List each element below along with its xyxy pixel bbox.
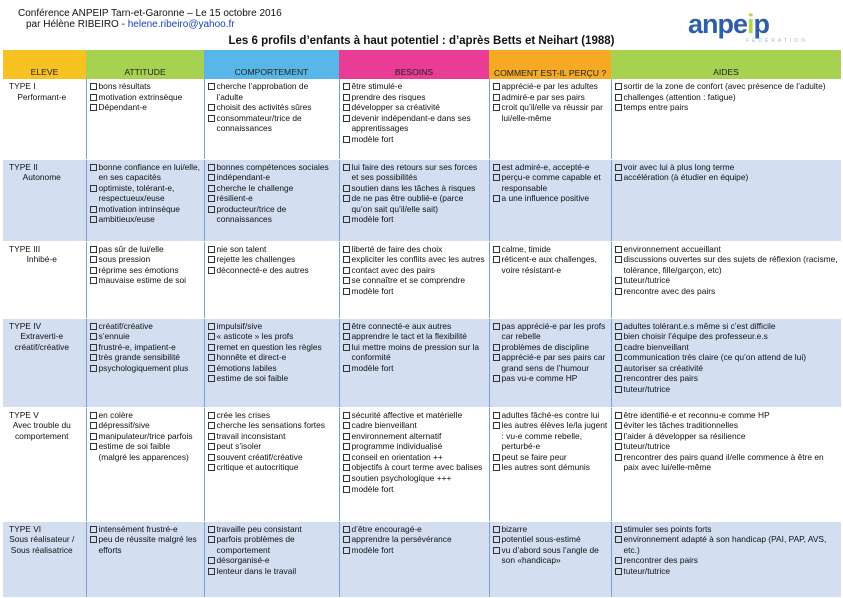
list-item: motivation intrinsèque (90, 204, 201, 215)
list-item: producteur/trice de connaissances (208, 204, 336, 225)
list-item: lui faire des retours sur ses forces et ses possibilités (343, 162, 486, 183)
list-item: bons résultats (90, 81, 201, 92)
besoins-list (343, 244, 486, 297)
list-item: être connecté-e aux autres (343, 321, 486, 332)
besoins-cell (339, 241, 489, 318)
profile-type: TYPE III (9, 243, 41, 254)
list-item: cherche les sensations fortes (208, 420, 336, 431)
eleve-cell (3, 318, 86, 407)
list-item: conseil en orientation ++ (343, 452, 486, 463)
besoins-list (343, 321, 486, 374)
list-item: stimuler ses points forts (615, 524, 839, 535)
list-item: bien choisir l’équipe des professeur.e.s (615, 331, 839, 342)
list-item: vu d’abord sous l’angle de son «handicap» (493, 545, 608, 566)
list-item: modèle fort (343, 134, 486, 145)
list-item: être identifié-e et reconnu-e comme HP (615, 410, 839, 421)
attitude-list (90, 410, 201, 463)
list-item: bonne confiance en lui/elle, en ses capacités (90, 162, 201, 183)
list-item: les autres sont démunis (493, 462, 608, 473)
percu-list (493, 524, 608, 566)
list-item: objectifs à court terme avec balises (343, 462, 486, 473)
table-row (3, 79, 841, 159)
list-item: cherche l’approbation de l’adulte (208, 81, 336, 102)
besoins-cell (339, 521, 489, 597)
list-item: éviter les tâches traditionnelles (615, 420, 839, 431)
list-item: sécurité affective et matérielle (343, 410, 486, 421)
besoins-list (343, 410, 486, 495)
comportement-list (208, 162, 336, 226)
profile-type: TYPE IV (9, 320, 42, 331)
profile-name: Autonome (22, 172, 61, 183)
list-item: adultes tolérant.e.s même si c’est difficile (615, 321, 839, 332)
besoins-list (343, 162, 486, 226)
list-item: environnement alternatif (343, 431, 486, 442)
profile-type: TYPE V (9, 409, 39, 420)
aides-list (615, 410, 839, 474)
aides-cell (611, 407, 841, 521)
list-item: calme, timide (493, 244, 608, 255)
percu-cell (489, 407, 611, 521)
list-item: cadre bienveillant (343, 420, 486, 431)
attitude-list (90, 524, 201, 556)
attitude-cell (86, 241, 204, 318)
list-item: frustré-e, impatient-e (90, 342, 201, 353)
comportement-cell (204, 159, 339, 241)
list-item: indépendant-e (208, 172, 336, 183)
list-item: « asticote » les profs (208, 331, 336, 342)
list-item: contact avec des pairs (343, 265, 486, 276)
list-item: pas vu-e comme HP (493, 373, 608, 384)
profiles-table-body (3, 79, 841, 597)
list-item: crée les crises (208, 410, 336, 421)
conference-info (18, 8, 282, 30)
list-item: voir avec lui à plus long terme (615, 162, 839, 173)
eleve-cell (3, 79, 86, 159)
list-item: discussions ouvertes sur des sujets de réflexion (racisme, tolérance, fille/garçon, etc) (615, 254, 839, 275)
comportement-cell (204, 241, 339, 318)
attitude-list (90, 244, 201, 286)
list-item: environnement accueillant (615, 244, 839, 255)
list-item: bonnes compétences sociales (208, 162, 336, 173)
list-item: peu de réussite malgré les efforts (90, 534, 201, 555)
aides-list (615, 321, 839, 395)
profile-type: TYPE I (9, 81, 36, 91)
table-header-row (3, 50, 841, 79)
aides-list (615, 162, 839, 183)
table-row (3, 521, 841, 597)
list-item: réticent-e aux challenges, voire résistant-e (493, 254, 608, 275)
page-header (0, 0, 843, 50)
percu-list (493, 244, 608, 276)
list-item: manipulateur/trice parfois (90, 431, 201, 442)
list-item: tuteur/tutrice (615, 566, 839, 577)
list-item: accélération (à étudier en équipe) (615, 172, 839, 183)
eleve-cell (3, 407, 86, 521)
col-header-eleve: ELEVE (3, 50, 86, 79)
attitude-cell (86, 159, 204, 241)
profile-name: Sous réalisateur / Sous réalisatrice (9, 534, 75, 555)
percu-list (493, 321, 608, 385)
list-item: rencontre avec des pairs (615, 286, 839, 297)
list-item: déconnecté-e des autres (208, 265, 336, 276)
list-item: rejette les challenges (208, 254, 336, 265)
list-item: a une influence positive (493, 193, 608, 204)
list-item: parfois problèmes de comportement (208, 534, 336, 555)
col-header-percu: COMMENT EST-IL PERÇU ? (489, 50, 611, 79)
percu-list (493, 410, 608, 474)
list-item: liberté de faire des choix (343, 244, 486, 255)
list-item: expliciter les conflits avec les autres (343, 254, 486, 265)
list-item: apprendre la persévérance (343, 534, 486, 545)
attitude-list (90, 321, 201, 374)
aides-cell (611, 79, 841, 159)
author-name: par Hélène RIBEIRO - (26, 19, 128, 30)
attitude-list (90, 81, 201, 113)
aides-cell (611, 159, 841, 241)
eleve-cell (3, 241, 86, 318)
profile-type: TYPE II (9, 161, 38, 172)
author-line (18, 19, 282, 30)
list-item: sous pression (90, 254, 201, 265)
list-item: tuteur/tutrice (615, 275, 839, 286)
comportement-list (208, 244, 336, 276)
comportement-cell (204, 407, 339, 521)
list-item: environnement adapté à son handicap (PAI, PAP, AVS, etc.) (615, 534, 839, 555)
list-item: tuteur/tutrice (615, 384, 839, 395)
list-item: très grande sensibilité (90, 352, 201, 363)
aides-list (615, 244, 839, 297)
list-item: choisit des activités sûres (208, 102, 336, 113)
list-item: remet en question les règles (208, 342, 336, 353)
percu-cell (489, 79, 611, 159)
profile-name: Performant-e (17, 91, 67, 102)
list-item: optimiste, tolérant-e, respectueux/euse (90, 183, 201, 204)
attitude-cell (86, 79, 204, 159)
percu-cell (489, 521, 611, 597)
list-item: rencontrer des pairs (615, 373, 839, 384)
attitude-cell (86, 521, 204, 597)
list-item: émotions labiles (208, 363, 336, 374)
table-row (3, 159, 841, 241)
list-item: honnête et direct-e (208, 352, 336, 363)
besoins-list (343, 524, 486, 556)
col-header-comportement: COMPORTEMENT (204, 50, 339, 79)
list-item: ambitieux/euse (90, 214, 201, 225)
list-item: s’ennuie (90, 331, 201, 342)
list-item: cadre bienveillant (615, 342, 839, 353)
attitude-cell (86, 318, 204, 407)
besoins-cell (339, 159, 489, 241)
page-title: Les 6 profils d’enfants à haut potentiel : d’après Betts et Neihart (1988) (228, 35, 615, 47)
list-item: en colère (90, 410, 201, 421)
percu-cell (489, 159, 611, 241)
list-item: être stimulé-e (343, 81, 486, 92)
list-item: nie son talent (208, 244, 336, 255)
list-item: pas sûr de lui/elle (90, 244, 201, 255)
logo-wordmark: anpeip (688, 9, 770, 39)
list-item: travail inconsistant (208, 431, 336, 442)
list-item: soutien psychologique +++ (343, 473, 486, 484)
profile-name: Inhibé-e (26, 254, 57, 265)
list-item: désorganisé-e (208, 555, 336, 566)
table-row (3, 407, 841, 521)
profiles-table (3, 50, 841, 598)
profile-type: TYPE VI (9, 523, 42, 534)
list-item: intensément frustré-e (90, 524, 201, 535)
list-item: lenteur dans le travail (208, 566, 336, 577)
percu-list (493, 81, 608, 123)
percu-cell (489, 318, 611, 407)
list-item: modèle fort (343, 484, 486, 495)
list-item: bizarre (493, 524, 608, 535)
list-item: perçu-e comme capable et responsable (493, 172, 608, 193)
aides-list (615, 524, 839, 577)
comportement-list (208, 321, 336, 385)
list-item: peut se faire peur (493, 452, 608, 463)
besoins-list (343, 81, 486, 145)
list-item: croit qu’il/elle va réussir par lui/elle-même (493, 102, 608, 123)
comportement-list (208, 524, 336, 577)
list-item: cherche le challenge (208, 183, 336, 194)
list-item: communication très claire (ce qu’on attend de lui) (615, 352, 839, 363)
comportement-cell (204, 79, 339, 159)
besoins-cell (339, 79, 489, 159)
list-item: impulsif/sive (208, 321, 336, 332)
list-item: souvent créatif/créative (208, 452, 336, 463)
list-item: travaille peu consistant (208, 524, 336, 535)
comportement-list (208, 81, 336, 134)
list-item: programme individualisé (343, 441, 486, 452)
attitude-cell (86, 407, 204, 521)
list-item: modèle fort (343, 214, 486, 225)
list-item: apprendre le tact et la flexibilité (343, 331, 486, 342)
col-header-attitude: ATTITUDE (86, 50, 204, 79)
list-item: Dépendant-e (90, 102, 201, 113)
list-item: est admiré-e, accepté-e (493, 162, 608, 173)
aides-list (615, 81, 839, 113)
percu-list (493, 162, 608, 204)
list-item: challenges (attention : fatigue) (615, 92, 839, 103)
profile-name: Avec trouble du comportement (12, 420, 71, 441)
list-item: admiré-e par ses pairs (493, 92, 608, 103)
logo-subtitle: FÉDÉRATION (746, 38, 808, 44)
list-item: d’être encouragé-e (343, 524, 486, 535)
list-item: motivation extrinsèque (90, 92, 201, 103)
list-item: peut s’isoler (208, 441, 336, 452)
besoins-cell (339, 318, 489, 407)
list-item: apprécié-e par les adultes (493, 81, 608, 92)
list-item: l’aider à développer sa résilience (615, 431, 839, 442)
list-item: modèle fort (343, 545, 486, 556)
list-item: réprime ses émotions (90, 265, 201, 276)
list-item: potentiel sous-estimé (493, 534, 608, 545)
author-email-link[interactable]: helene.ribeiro@yahoo.fr (127, 19, 235, 30)
list-item: problèmes de discipline (493, 342, 608, 353)
aides-cell (611, 521, 841, 597)
list-item: sortir de la zone de confort (avec présence de l’adulte) (615, 81, 839, 92)
list-item: de ne pas être oublié-e (parce qu’on sait qu’il/elle sait) (343, 193, 486, 214)
list-item: adultes fâché-es contre lui (493, 410, 608, 421)
col-header-aides: AIDES (611, 50, 841, 79)
list-item: les autres élèves le/la jugent : vu-e comme rebelle, perturbé-e (493, 420, 608, 452)
list-item: modèle fort (343, 286, 486, 297)
list-item: estime de soi faible (malgré les apparences) (90, 441, 201, 462)
attitude-list (90, 162, 201, 226)
conference-line: Conférence ANPEIP Tarn-et-Garonne – Le 15 octobre 2016 (18, 8, 282, 19)
percu-cell (489, 241, 611, 318)
list-item: autoriser sa créativité (615, 363, 839, 374)
aides-cell (611, 241, 841, 318)
list-item: se connaître et se comprendre (343, 275, 486, 286)
list-item: modèle fort (343, 363, 486, 374)
list-item: dépressif/sive (90, 420, 201, 431)
list-item: consommateur/trice de connaissances (208, 113, 336, 134)
list-item: lui mettre moins de pression sur la conformité (343, 342, 486, 363)
list-item: mauvaise estime de soi (90, 275, 201, 286)
profile-name: Extraverti-e créatif/créative (14, 331, 69, 352)
list-item: rencontrer des pairs quand il/elle commence à être en paix avec lui/elle-même (615, 452, 839, 473)
list-item: tuteur/tutrice (615, 441, 839, 452)
table-row (3, 241, 841, 318)
list-item: résilient-e (208, 193, 336, 204)
eleve-cell (3, 159, 86, 241)
table-row (3, 318, 841, 407)
list-item: créatif/créative (90, 321, 201, 332)
aides-cell (611, 318, 841, 407)
list-item: pas apprécié-e par les profs car rebelle (493, 321, 608, 342)
list-item: devenir indépendant-e dans ses apprentissages (343, 113, 486, 134)
besoins-cell (339, 407, 489, 521)
list-item: développer sa créativité (343, 102, 486, 113)
list-item: estime de soi faible (208, 373, 336, 384)
comportement-list (208, 410, 336, 474)
list-item: rencontrer des pairs (615, 555, 839, 566)
col-header-besoins: BESOINS (339, 50, 489, 79)
list-item: psychologiquement plus (90, 363, 201, 374)
list-item: apprécié-e par ses pairs car grand sens de l’humour (493, 352, 608, 373)
eleve-cell (3, 521, 86, 597)
comportement-cell (204, 521, 339, 597)
comportement-cell (204, 318, 339, 407)
list-item: prendre des risques (343, 92, 486, 103)
list-item: critique et autocritique (208, 462, 336, 473)
list-item: temps entre pairs (615, 102, 839, 113)
list-item: soutien dans les tâches à risques (343, 183, 486, 194)
